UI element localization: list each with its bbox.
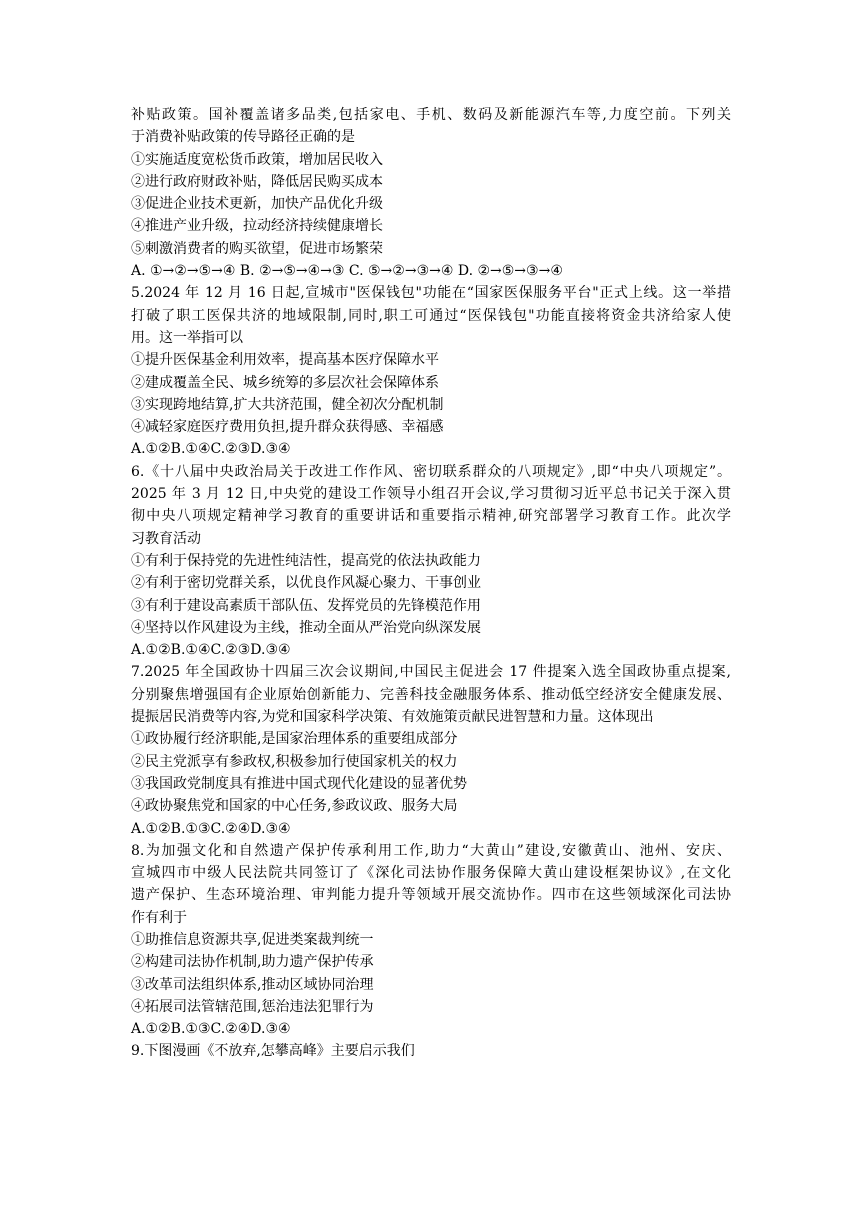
text-line: 用。这一举指可以 (131, 329, 243, 346)
text-line: 补贴政策。国补覆盖诸多品类,包括家电、手机、数码及新能源汽车等,力度空前。下列关 (131, 107, 731, 123)
text-line: A. ①→②→⑤→④ B. ②→⑤→④→③ C. ⑤→②→③→④ D. ②→⑤→③→④ (131, 263, 563, 280)
text-line: ②建成覆盖全民、城乡统筹的多层次社会保障体系 (131, 374, 439, 391)
text-line: A.①②B.①④C.②③D.③④ (131, 441, 291, 458)
text-line: A.①②B.①③C.②④D.③④ (131, 1021, 291, 1038)
text-line: 打破了职工医保共济的地域限制,同时,职工可通过“医保钱包"功能直接将资金共济给家人使 (131, 307, 731, 324)
text-line: 习教育活动 (131, 530, 201, 547)
text-line: 分别聚焦增强国有企业原始创新能力、完善科技金融服务体系、推动低空经济安全健康发展、 (131, 686, 731, 703)
text-line: ②民主党派享有参政权,积极参加行使国家机关的权力 (131, 753, 458, 770)
text-line: 9.下图漫画《不放弃,怎攀高峰》主要启示我们 (131, 1043, 415, 1060)
text-line: ②构建司法协作机制,助力遗产保护传承 (131, 954, 374, 971)
text-line: ④坚持以作风建设为主线，推动全面从严治党向纵深发展 (131, 619, 481, 636)
text-line: ③实现跨地结算,扩大共济范围，健全初次分配机制 (131, 396, 444, 413)
text-line: ①政协履行经济职能,是国家治理体系的重要组成部分 (131, 731, 458, 748)
text-line: 7.2025 年全国政协十四届三次会议期间,中国民主促进会 17 件提案入选全国政协重点提案, (131, 664, 731, 681)
text-line: A.①②B.①③C.②④D.③④ (131, 820, 291, 837)
text-line: ③我国政党制度具有推进中国式现代化建设的显著优势 (131, 775, 467, 792)
text-line: ①有利于保持党的先进性纯洁性，提高党的依法执政能力 (131, 552, 481, 569)
text-line: ③有利于建设高素质干部队伍、发挥党员的先锋模范作用 (131, 597, 481, 614)
text-line: 宣城四市中级人民法院共同签订了《深化司法协作服务保障大黄山建设框架协议》,在文化 (131, 865, 731, 882)
text-line: 彻中央八项规定精神学习教育的重要讲话和重要指示精神,研究部署学习教育工作。此次学 (131, 508, 731, 525)
text-line: ②进行政府财政补贴，降低居民购买成本 (131, 173, 383, 190)
text-line: 于消费补贴政策的传导路径正确的是 (131, 129, 355, 146)
text-line: ⑤刺激消费者的购买欲望，促进市场繁荣 (131, 240, 383, 257)
text-line: 作有利于 (131, 909, 187, 926)
text-line: ②有利于密切党群关系，以优良作风凝心聚力、干事创业 (131, 575, 481, 592)
text-line: 6.《十八届中央政治局关于改进工作作风、密切联系群众的八项规定》,即“中央八项规定”。 (131, 463, 731, 480)
text-line: 2025 年 3 月 12 日,中央党的建设工作领导小组召开会议,学习贯彻习近平总书记关于深入贯 (131, 486, 731, 503)
text-line: ①助推信息资源共享,促进类案裁判统一 (131, 931, 374, 948)
text-line: ④拓展司法管辖范围,惩治违法犯罪行为 (131, 998, 374, 1015)
text-line: A.①②B.①④C.②③D.③④ (131, 642, 291, 659)
text-line: ④减轻家庭医疗费用负担,提升群众获得感、幸福感 (131, 419, 444, 436)
question-text-block (131, 104, 731, 1063)
text-line: ④推进产业升级，拉动经济持续健康增长 (131, 218, 383, 235)
text-line: 提振居民消费等内容,为党和国家科学决策、有效施策贡献民进智慧和力量。这体现出 (131, 709, 654, 726)
text-line: 遗产保护、生态环境治理、审判能力提升等领域开展交流协作。四市在这些领域深化司法协 (131, 887, 731, 904)
text-line: ③改革司法组织体系,推动区域协同治理 (131, 976, 374, 993)
text-line: ④政协聚焦党和国家的中心任务,参政议政、服务大局 (131, 798, 458, 815)
text-line: ①提升医保基金利用效率，提高基本医疗保障水平 (131, 352, 439, 369)
text-line: ③促进企业技术更新，加快产品优化升级 (131, 196, 383, 213)
text-line: 8.为加强文化和自然遗产保护传承利用工作,助力“大黄山”建设,安徽黄山、池州、安庆、 (131, 842, 731, 859)
text-line: ①实施适度宽松货币政策，增加居民收入 (131, 151, 383, 168)
text-line: 5.2024 年 12 月 16 日起,宣城市"医保钱包"功能在“国家医保服务平台"正式上线。这一举措 (131, 285, 731, 302)
